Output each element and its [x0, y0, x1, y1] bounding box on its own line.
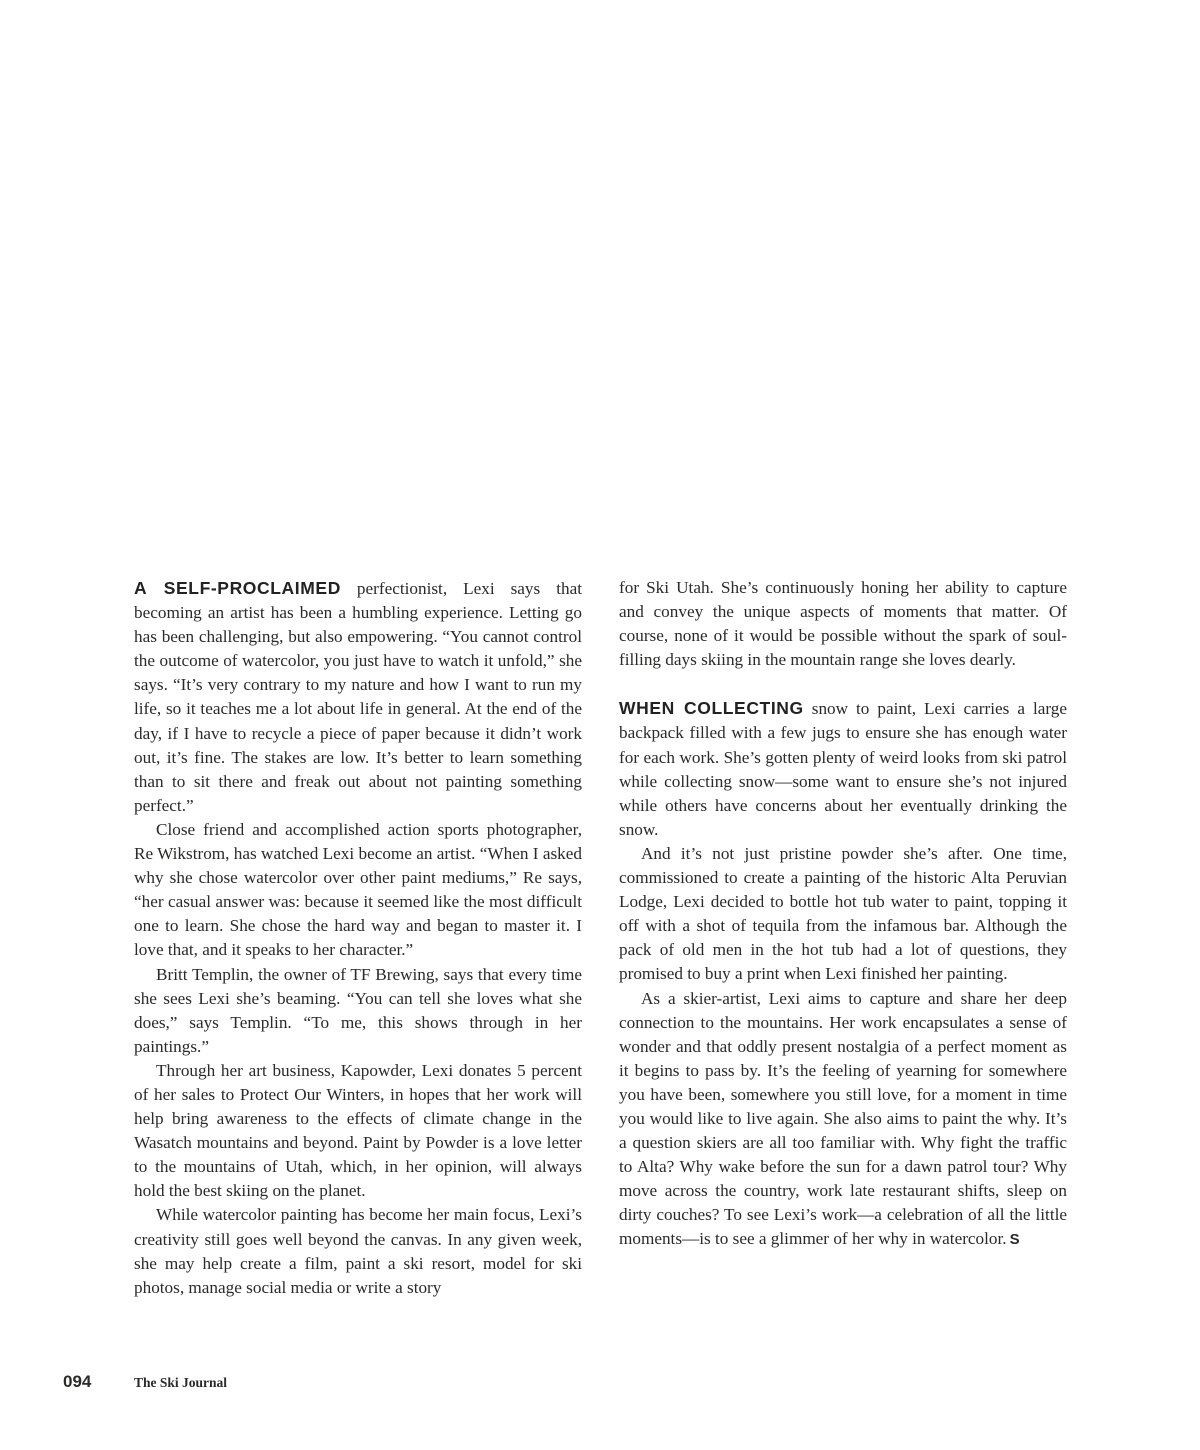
publication-name: The Ski Journal	[134, 1375, 228, 1390]
paragraph: Through her art business, Kapowder, Lexi donates 5 percent of her sales to Protect Our Winters, in hopes that her work will help bring awareness to the effects of climate change in the Wasatch mountains and beyond. Paint by Powder is a love letter to the mountains of Utah, which, in her opinion, will always hold the best skiing on the planet.	[134, 1060, 582, 1201]
paragraph: Close friend and accomplished action sports photographer, Re Wikstrom, has watched Lexi become an artist. “When I asked why she chose watercolor over other paint mediums,” Re says, “her casual answer was: because it seemed like the most difficult one to learn. She chose the hard way and began to master it. I love that, and it speaks to her character.”	[134, 819, 582, 960]
paragraph: While watercolor painting has become her main focus, Lexi’s creativity still goes well beyond the canvas. In any given week, she may help create a film, paint a ski resort, model for ski photos, manage social media or write a story	[134, 1205, 582, 1297]
paragraph-text: As a skier-artist, Lexi aims to capture and share her deep connection to the mountains. Her work encapsulates a sense of wonder and that oddly present nostalgia of a perfect moment as it begins to pass by. It’s the feeling of yearning for somewhere you have been, somewhere you still love, for a moment in time you would like to live again. She also aims to paint the why. It’s a question skiers are all too familiar with. Why fight the traffic to Alta? Why wake before the sun for a dawn patrol tour? Why move across the country, work late restaurant shifts, sleep on dirty couches? To see Lexi’s work—a celebration of all the little moments—is to see a glimmer of her why in watercolor.	[619, 988, 1067, 1249]
end-mark-icon: S	[1009, 1231, 1020, 1249]
paragraph	[134, 576, 582, 818]
lead-in: WHEN COLLECTING	[619, 698, 804, 719]
paragraph	[619, 987, 1067, 1253]
lead-in: A SELF-PROCLAIMED	[134, 578, 341, 598]
left-column	[134, 576, 582, 1300]
paragraph-text: perfectionist, Lexi says that becoming an artist has been a humbling experience. Letting go has been challenging, but also empowering. “You cannot control the outcome of watercolor, you just have to watch it unfold,” she says. “It’s very contrary to my nature and how I want to run my life, so it teaches me a lot about life in general. At the end of the day, if I have to recycle a piece of paper because it didn’t work out, it’s fine. The stakes are low. It’s better to learn something than to sit there and freak out about not painting something perfect.”	[134, 579, 582, 815]
paragraph: for Ski Utah. She’s continuously honing her ability to capture and convey the unique aspects of moments that matter. Of course, none of it would be possible without the spark of soul-filling days skiing in the mountain range she loves dearly.	[619, 578, 1067, 670]
page-number: 094	[63, 1372, 92, 1391]
paragraph: And it’s not just pristine powder she’s after. One time, commissioned to create a painting of the historic Alta Peruvian Lodge, Lexi decided to bottle hot tub water to paint, topping it off with a shot of tequila from the infamous bar. Although the pack of old men in the hot tub had a lot of questions, they promised to buy a print when Lexi finished her painting.	[619, 843, 1067, 984]
paragraph	[619, 696, 1067, 842]
right-column	[619, 576, 1067, 1253]
paragraph: Britt Templin, the owner of TF Brewing, says that every time she sees Lexi she’s beaming. “You can tell she loves what she does,” says Templin. “To me, this shows through in her paintings.”	[134, 964, 582, 1056]
paragraph-text: snow to paint, Lexi carries a large backpack filled with a few jugs to ensure she has enough water for each work. She’s gotten plenty of weird looks from ski patrol while collecting snow—some want to ensure she’s not injured while others have concerns about her eventually drinking the snow.	[619, 699, 1067, 839]
